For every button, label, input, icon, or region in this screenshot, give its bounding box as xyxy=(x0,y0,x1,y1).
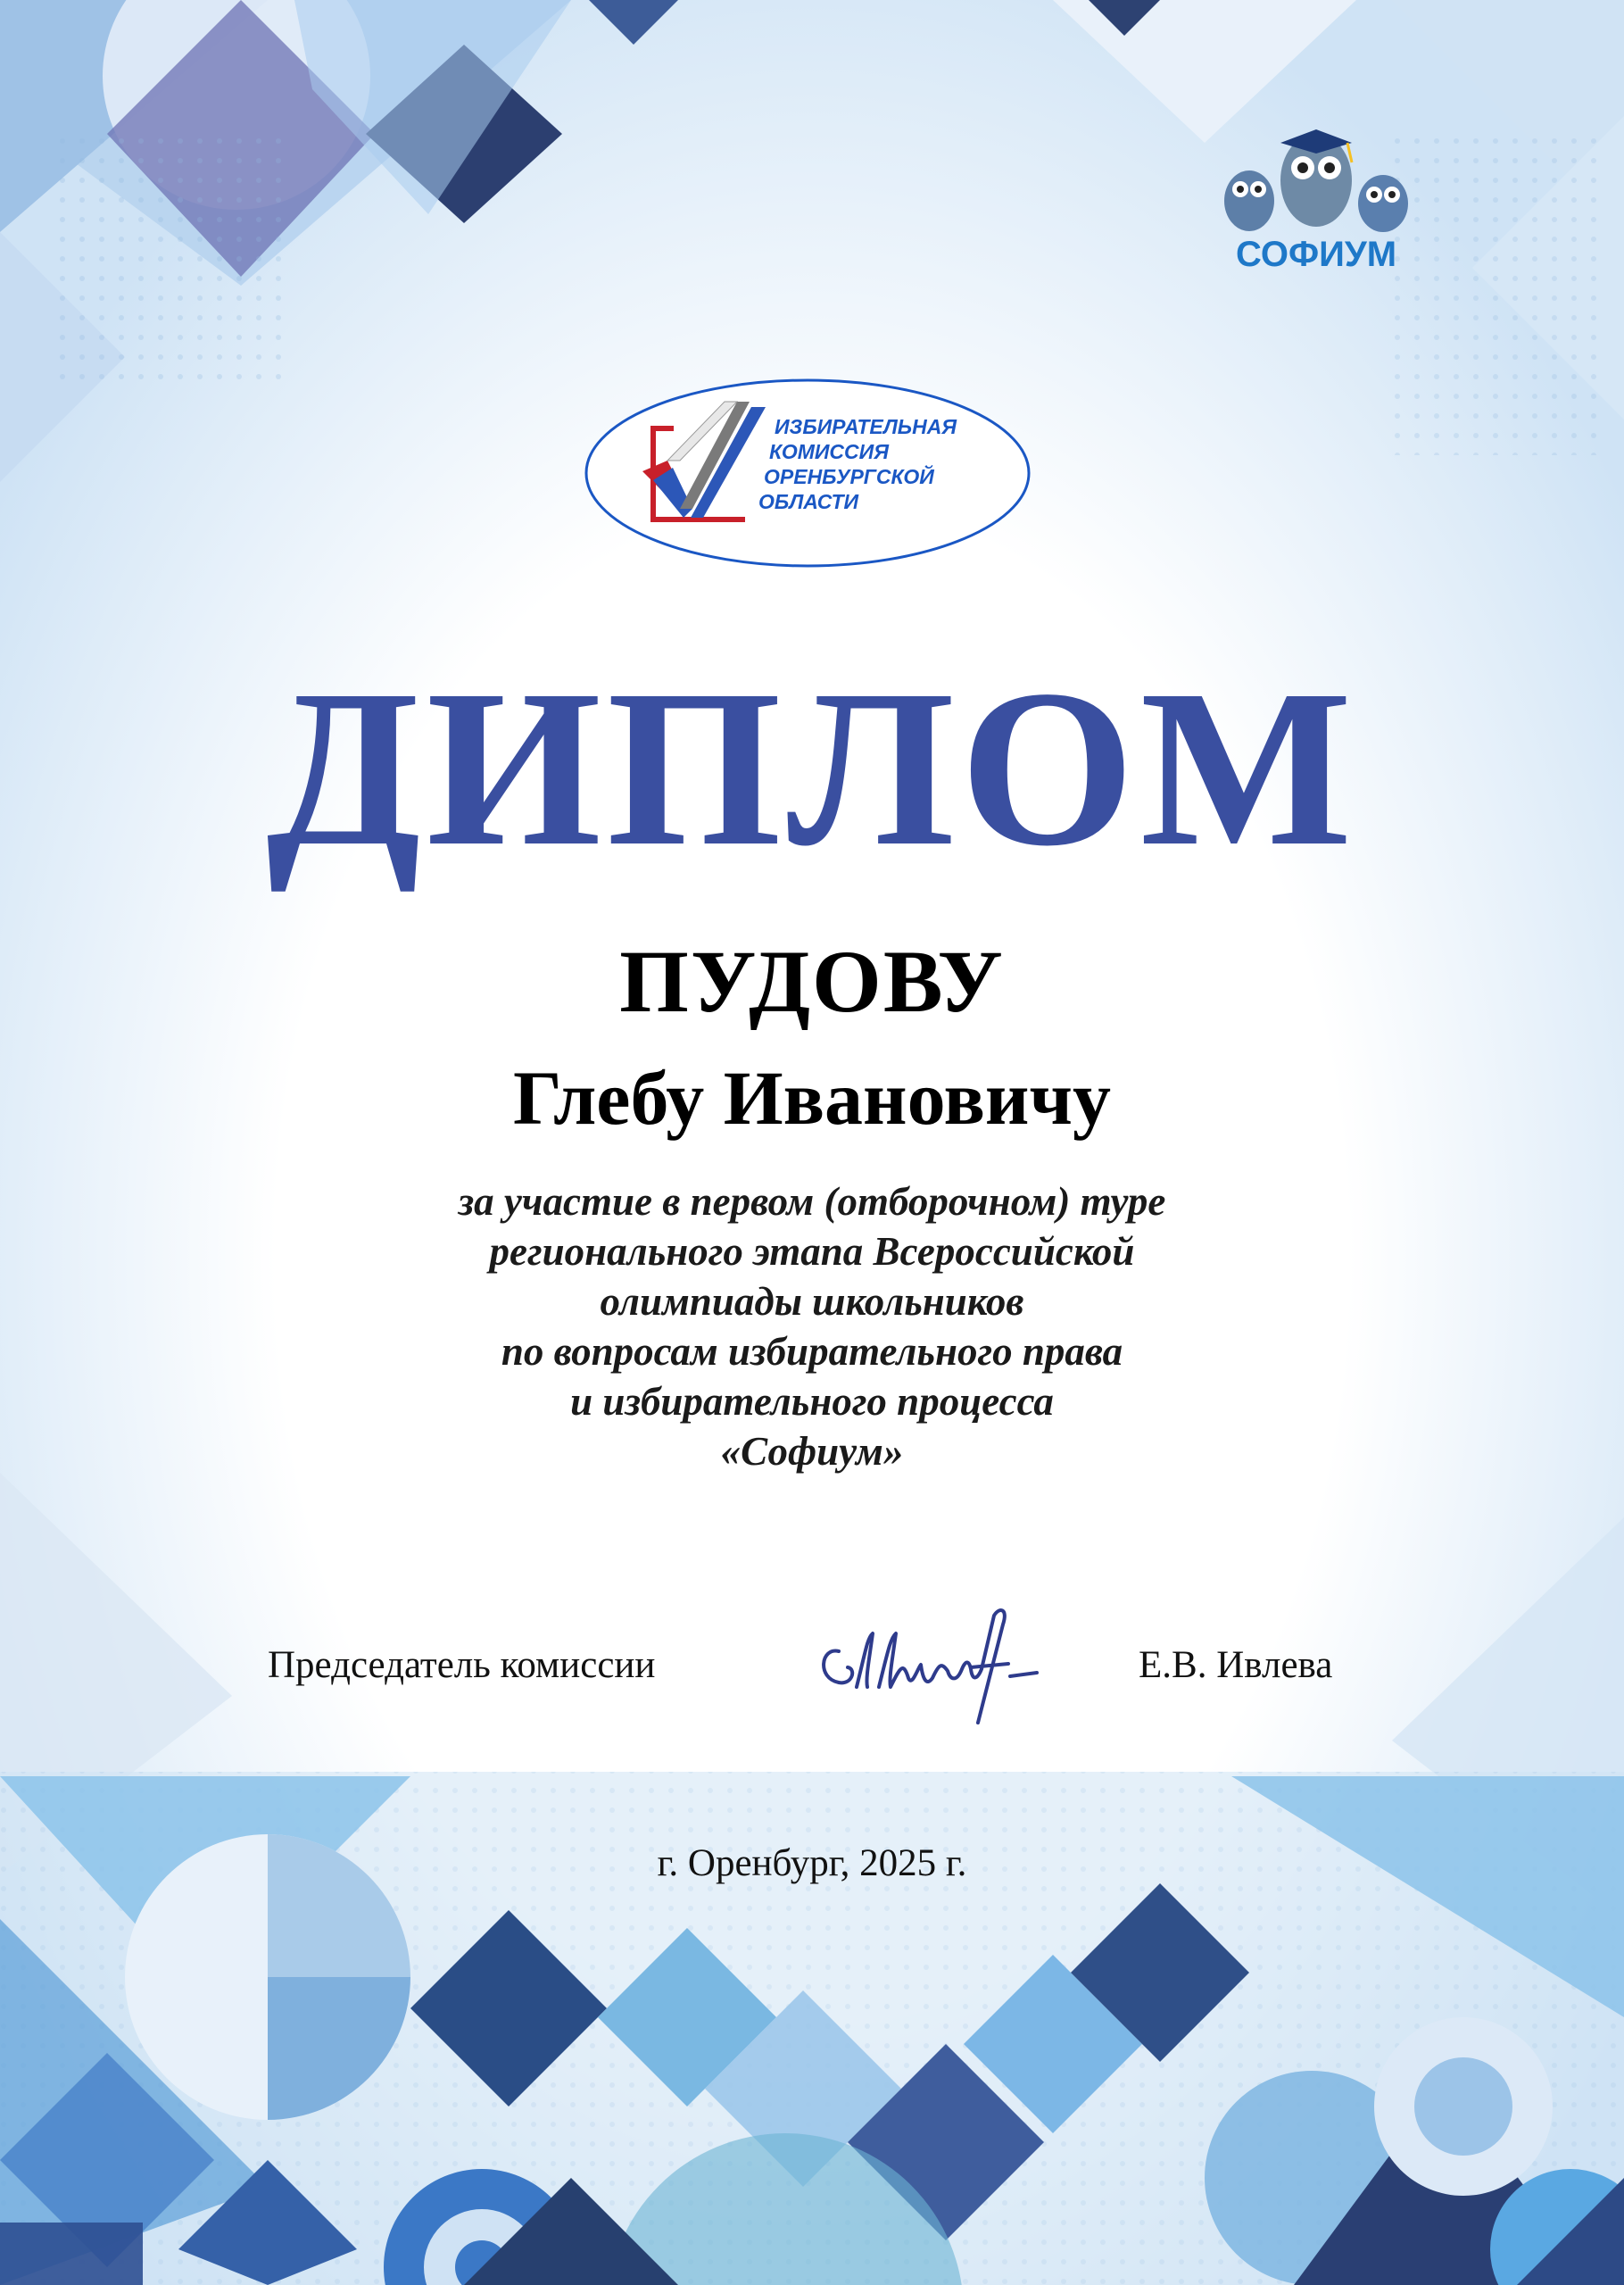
place-date: г. Оренбург, 2025 г. xyxy=(657,1842,967,1884)
award-reason xyxy=(0,1176,1624,1476)
sofium-logo xyxy=(1205,107,1428,286)
commission-logo-line-1: ИЗБИРАТЕЛЬНАЯ xyxy=(775,415,957,438)
recipient-surname: ПУДОВУ xyxy=(619,932,1005,1031)
chair-name: Е.В. Ивлева xyxy=(1139,1644,1333,1686)
recipient-name: Глебу Ивановичу xyxy=(513,1055,1111,1141)
sofium-logo-text: СОФИУМ xyxy=(1235,235,1397,274)
award-reason-line: по вопросам избирательного права xyxy=(501,1329,1123,1374)
diploma-title: ДИПЛОМ xyxy=(266,643,1358,893)
award-reason-line: регионального этапа Всероссийской xyxy=(489,1229,1135,1274)
commission-logo-line-3: ОРЕНБУРГСКОЙ xyxy=(764,465,934,488)
owls-icon xyxy=(1224,129,1408,232)
signature xyxy=(803,1598,1080,1732)
award-reason-line: и избирательного процесса xyxy=(570,1379,1054,1424)
award-reason-line: за участие в первом (отборочном) туре xyxy=(458,1179,1166,1224)
commission-logo-line-4: ОБЛАСТИ xyxy=(758,490,859,513)
award-reason-line: «Софиум» xyxy=(720,1429,904,1474)
commission-logo-line-2: КОМИССИЯ xyxy=(769,440,889,463)
award-reason-line: олимпиады школьников xyxy=(600,1279,1024,1324)
chair-title: Председатель комиссии xyxy=(268,1644,656,1686)
election-commission-logo xyxy=(580,375,1035,571)
